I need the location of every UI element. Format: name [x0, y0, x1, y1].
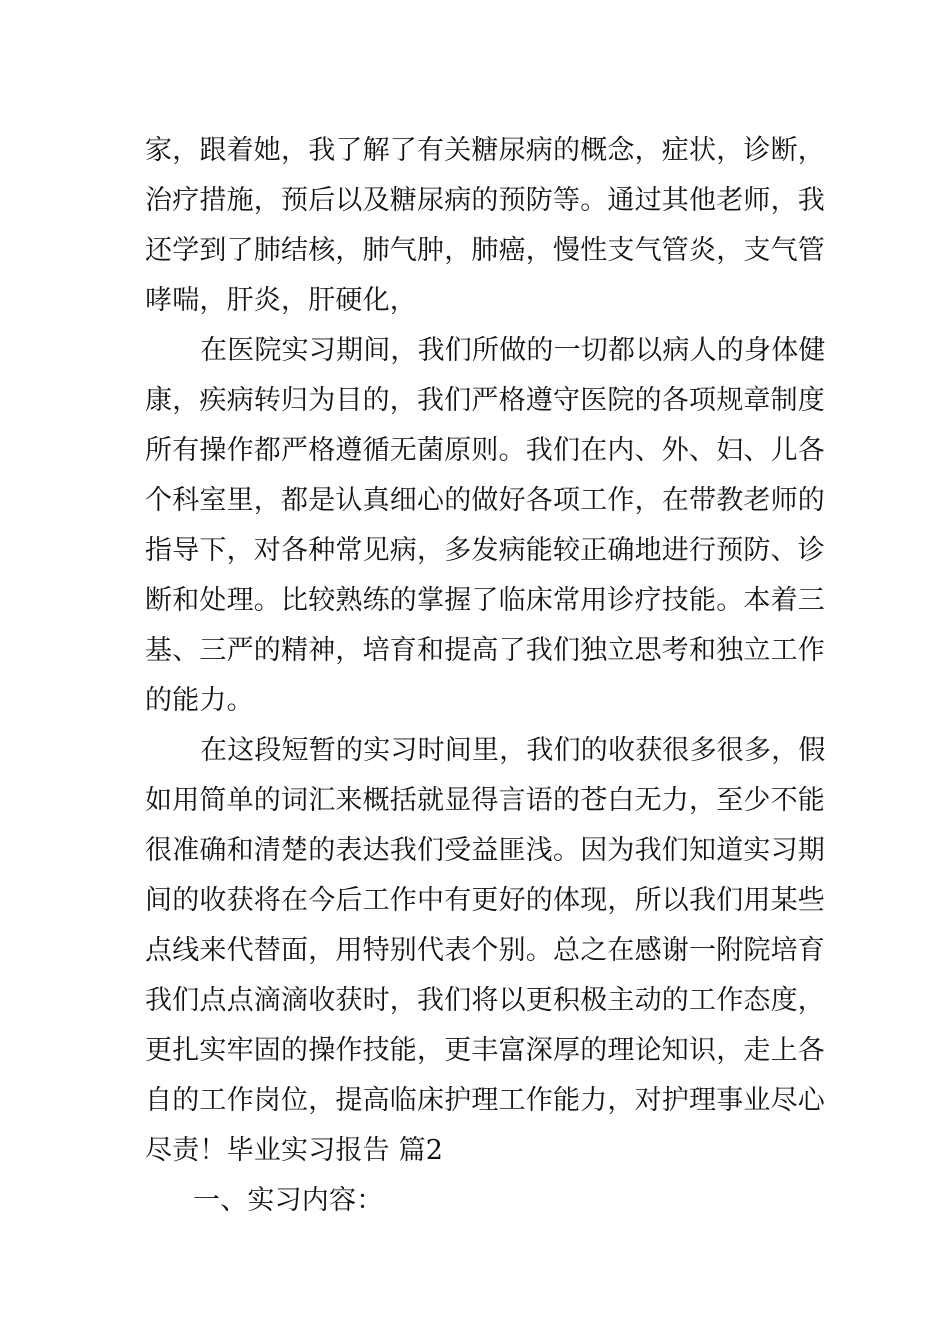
text-line: 我们点点滴滴收获时，我们将以更积极主动的工作态度，	[145, 985, 825, 1016]
text-line: 很准确和清楚的表达我们受益匪浅。因为我们知道实习期	[145, 835, 825, 866]
text-line: 所有操作都严格遵循无菌原则。我们在内、外、妇、儿各	[145, 435, 825, 466]
text-line: 还学到了肺结核，肺气肿，肺癌，慢性支气管炎，支气管	[145, 235, 825, 266]
text-line: 自的工作岗位，提高临床护理工作能力，对护理事业尽心	[145, 1085, 825, 1116]
text-line: 在这段短暂的实习时间里，我们的收获很多很多，假	[200, 735, 826, 766]
text-line: 如用简单的词汇来概括就显得言语的苍白无力，至少不能	[145, 785, 825, 816]
text-line: 哮喘，肝炎，肝硬化，	[145, 285, 417, 316]
text-line: 的能力。	[145, 685, 254, 716]
text-line: 基、三严的精神，培育和提高了我们独立思考和独立工作	[145, 635, 825, 666]
text-line: 点线来代替面，用特别代表个别。总之在感谢一附院培育	[145, 935, 825, 966]
section-heading: 一、实习内容：	[193, 1185, 384, 1216]
text-line: 间的收获将在今后工作中有更好的体现，所以我们用某些	[145, 885, 825, 916]
text-line: 断和处理。比较熟练的掌握了临床常用诊疗技能。本着三	[145, 585, 825, 616]
text-line: 尽责！毕业实习报告 篇2	[145, 1135, 444, 1166]
text-line: 家，跟着她，我了解了有关糖尿病的概念，症状，诊断，	[145, 135, 825, 166]
text-line: 指导下，对各种常见病，多发病能较正确地进行预防、诊	[145, 535, 825, 566]
text-line: 个科室里，都是认真细心的做好各项工作，在带教老师的	[145, 485, 825, 516]
text-line: 更扎实牢固的操作技能，更丰富深厚的理论知识，走上各	[145, 1035, 825, 1066]
text-line: 治疗措施，预后以及糖尿病的预防等。通过其他老师，我	[145, 185, 825, 216]
text-line: 在医院实习期间，我们所做的一切都以病人的身体健	[200, 335, 826, 366]
text-line: 康，疾病转归为目的，我们严格遵守医院的各项规章制度	[145, 385, 825, 416]
